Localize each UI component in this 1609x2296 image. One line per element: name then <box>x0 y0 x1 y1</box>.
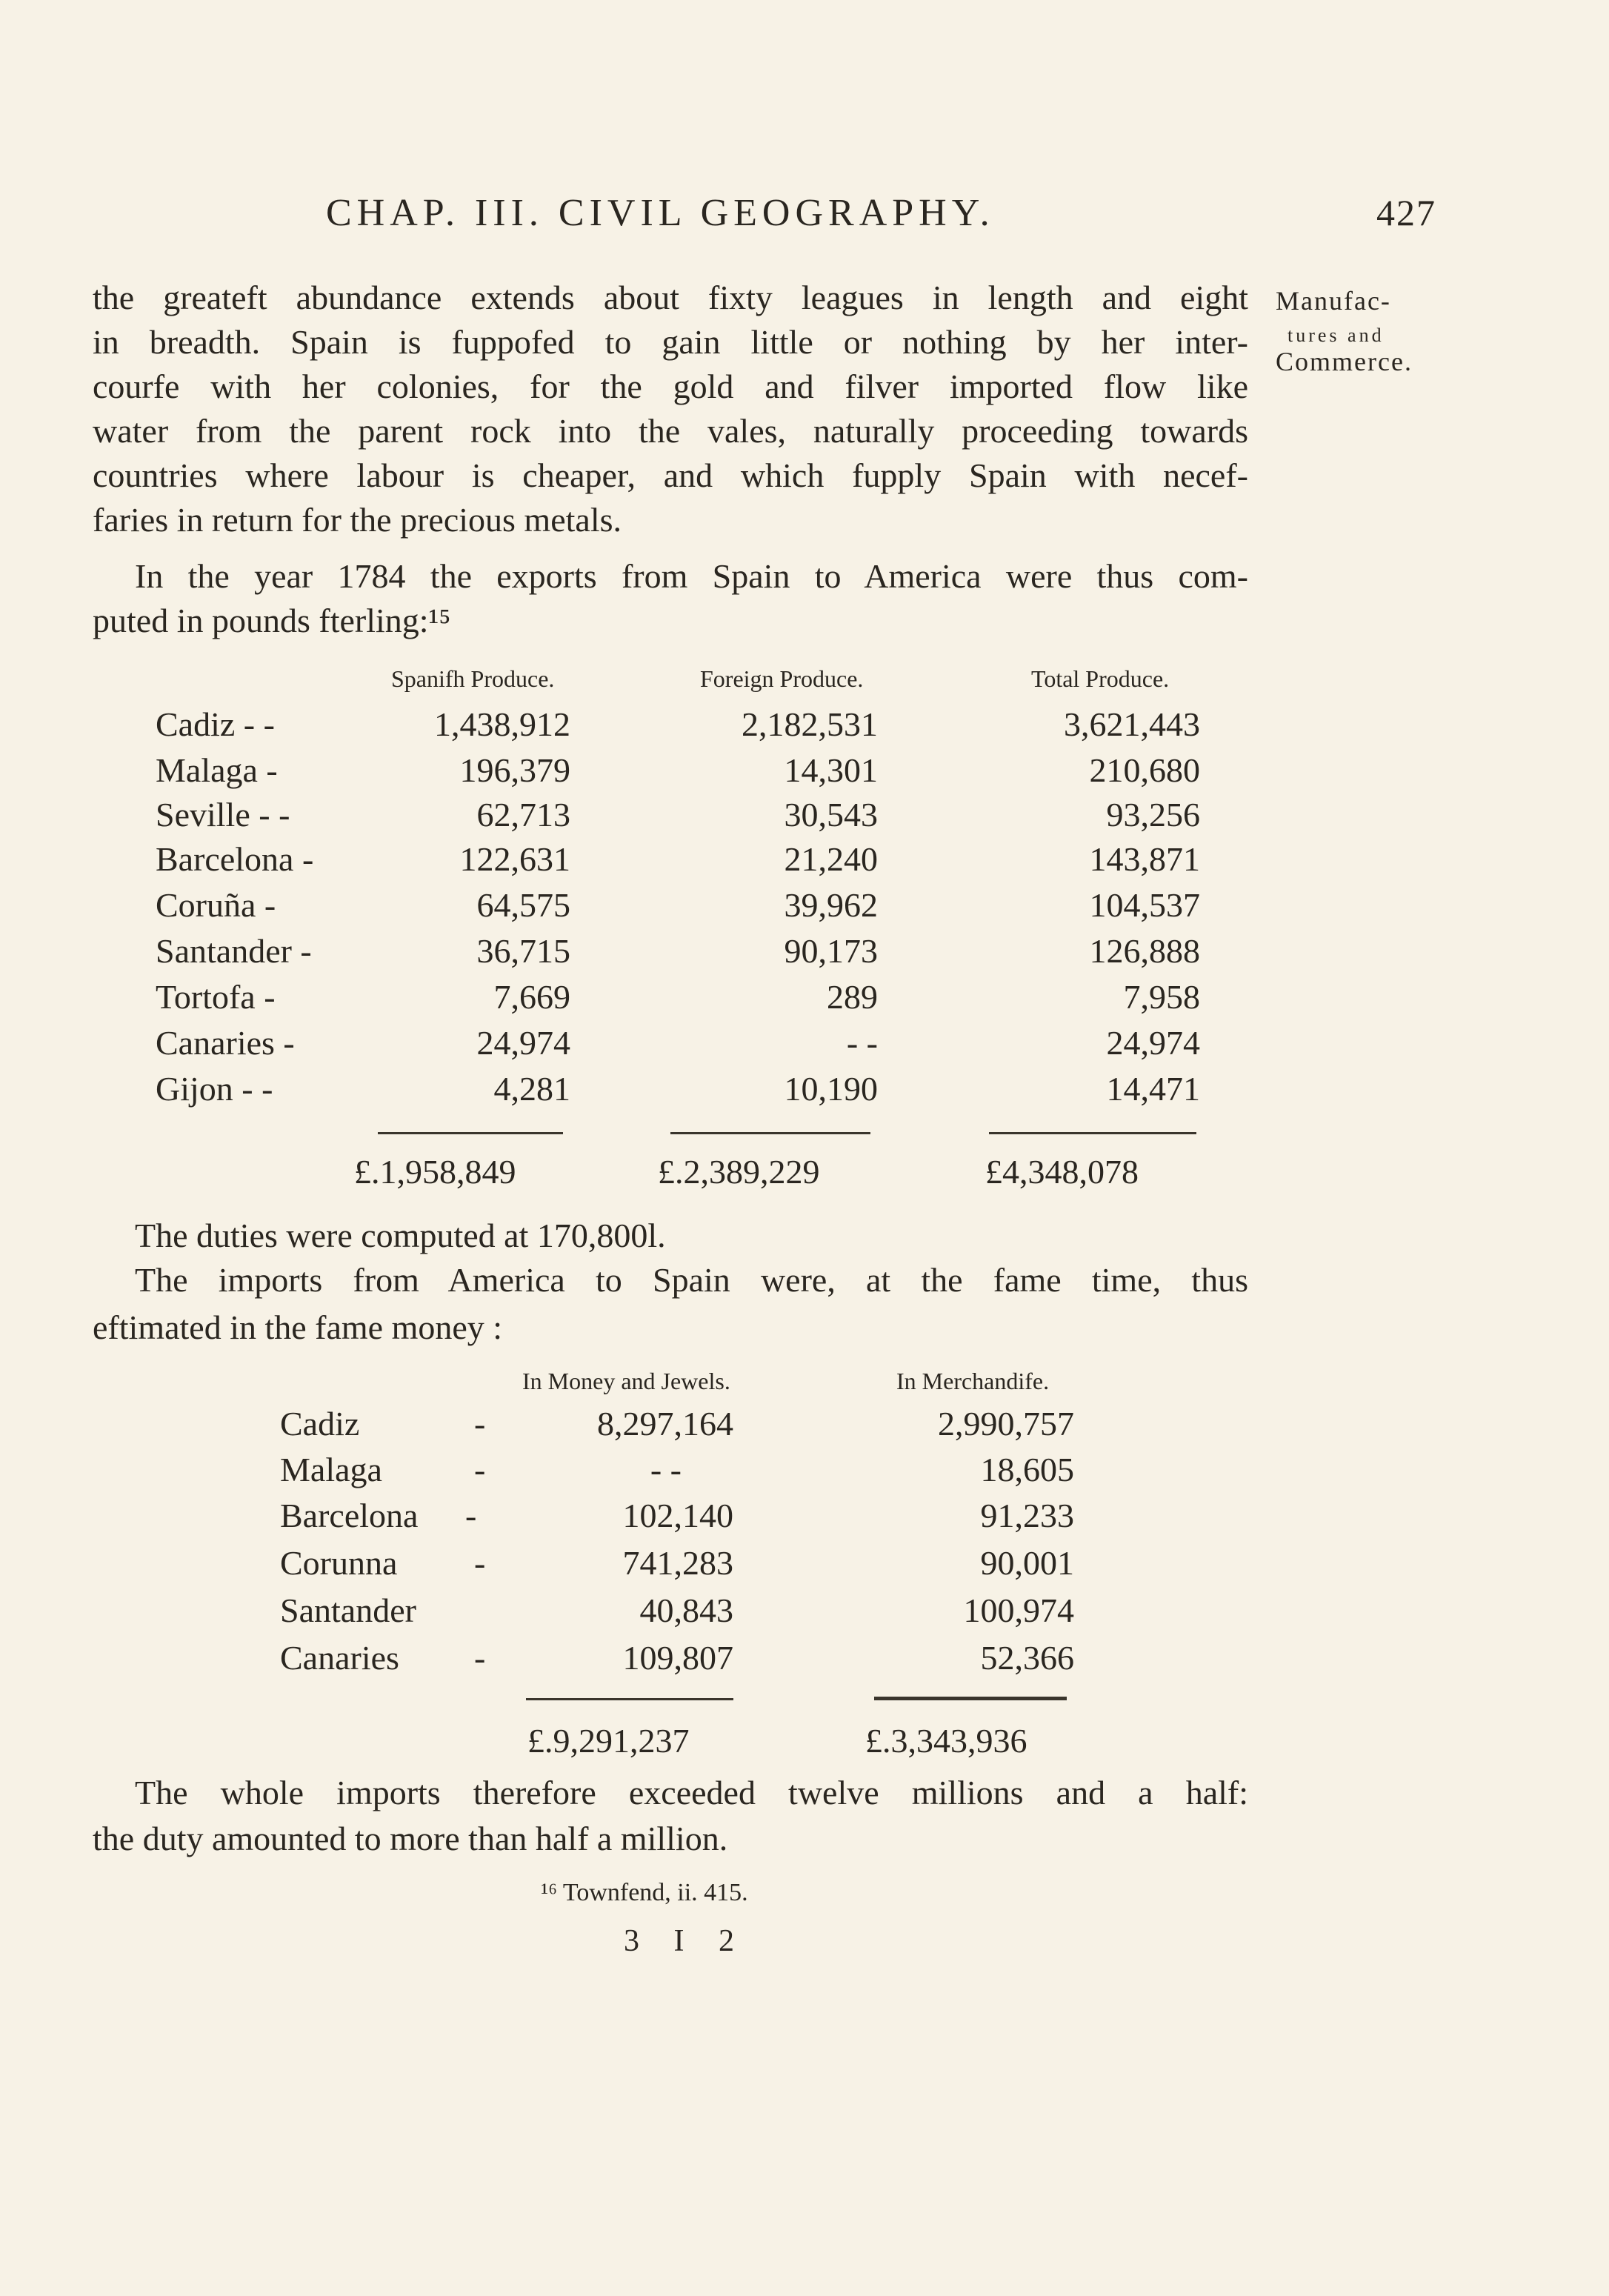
duties-line: The duties were computed at 170,800l. <box>135 1217 666 1254</box>
para1-line-4: water from the parent rock into the vales, naturally proceeding towards <box>93 412 1248 450</box>
footnote: ¹⁶ Townfend, ii. 415. <box>541 1879 748 1906</box>
para1-line-1: the greateft abundance extends about fixty leagues in length and eight <box>93 279 1248 316</box>
exports-total-total: £4,348,078 <box>985 1153 1139 1191</box>
exports-header-foreign: Foreign Produce. <box>700 665 864 692</box>
exports-row-place: Barcelona - <box>156 840 314 878</box>
running-header: CHAP. III. CIVIL GEOGRAPHY. <box>326 192 995 234</box>
exports-row-total: 3,621,443 <box>1064 705 1200 743</box>
exports-row-foreign: 14,301 <box>784 751 878 789</box>
exports-rule-foreign <box>670 1132 870 1134</box>
imports-row-place: Malaga <box>280 1451 382 1488</box>
imports-row-money: 741,283 <box>622 1544 733 1582</box>
exports-row-foreign: - - <box>846 1024 878 1062</box>
para2-line-2: puted in pounds fterling:¹⁵ <box>93 602 451 639</box>
imports-rule-money <box>526 1698 733 1700</box>
exports-row-spanish: 7,669 <box>493 978 570 1016</box>
exports-row-total: 143,871 <box>1089 840 1200 878</box>
imports-row-money: 109,807 <box>622 1639 733 1677</box>
para1-line-3: courfe with her colonies, for the gold and filver imported flow like <box>93 367 1248 405</box>
exports-row-foreign: 30,543 <box>784 796 878 833</box>
imports-row-dash: - <box>465 1497 477 1534</box>
exports-row-spanish: 122,631 <box>459 840 570 878</box>
exports-total-foreign: £.2,389,229 <box>658 1153 820 1191</box>
para1-line-2: in breadth. Spain is fuppofed to gain little or nothing by her inter- <box>93 323 1248 361</box>
exports-row-total: 14,471 <box>1106 1070 1200 1108</box>
exports-header-spanish: Spanifh Produce. <box>391 665 555 692</box>
side-note-line-1: Manufac- <box>1276 286 1391 316</box>
exports-row-total: 93,256 <box>1106 796 1200 833</box>
exports-rule-total <box>989 1132 1196 1134</box>
imports-rule-merch <box>874 1697 1067 1700</box>
exports-row-spanish: 24,974 <box>476 1024 570 1062</box>
imports-row-merch: 2,990,757 <box>938 1405 1074 1443</box>
imports-header-merch: In Merchandife. <box>896 1368 1050 1394</box>
side-note-line-2: tures and <box>1287 325 1385 346</box>
exports-rule-spanish <box>378 1132 563 1134</box>
exports-row-total: 104,537 <box>1089 886 1200 924</box>
exports-row-place: Gijon - - <box>156 1070 273 1108</box>
exports-row-place: Canaries - <box>156 1024 295 1062</box>
exports-row-place: Tortofa - <box>156 978 276 1016</box>
imports-total-money: £.9,291,237 <box>527 1722 690 1760</box>
para3-line-2: eftimated in the fame money : <box>93 1308 503 1346</box>
exports-row-total: 126,888 <box>1089 932 1200 970</box>
imports-row-merch: 52,366 <box>980 1639 1074 1677</box>
exports-row-place: Seville - - <box>156 796 290 833</box>
imports-row-money: 8,297,164 <box>597 1405 733 1443</box>
imports-row-dash: - <box>474 1544 486 1582</box>
exports-row-foreign: 289 <box>827 978 878 1016</box>
exports-row-total: 24,974 <box>1106 1024 1200 1062</box>
exports-row-foreign: 21,240 <box>784 840 878 878</box>
imports-row-merch: 100,974 <box>963 1591 1074 1629</box>
exports-row-place: Coruña - <box>156 886 276 924</box>
imports-total-merch: £.3,343,936 <box>865 1722 1027 1760</box>
imports-row-money: 40,843 <box>639 1591 733 1629</box>
side-note-line-3: Commerce. <box>1276 347 1413 376</box>
exports-row-foreign: 39,962 <box>784 886 878 924</box>
exports-total-spanish: £.1,958,849 <box>354 1153 516 1191</box>
imports-row-merch: 90,001 <box>980 1544 1074 1582</box>
imports-row-place: Canaries <box>280 1639 399 1677</box>
para2-line-1: In the year 1784 the exports from Spain to America were thus com- <box>135 557 1248 595</box>
exports-row-place: Santander - <box>156 932 312 970</box>
para4-line-1: The whole imports therefore exceeded twelve millions and a half: <box>135 1774 1248 1811</box>
imports-header-money: In Money and Jewels. <box>522 1368 730 1394</box>
imports-row-place: Barcelona <box>280 1497 419 1534</box>
imports-row-dash: - <box>474 1451 486 1488</box>
para3-line-1: The imports from America to Spain were, at the fame time, thus <box>135 1261 1248 1299</box>
exports-row-total: 7,958 <box>1123 978 1200 1016</box>
exports-row-spanish: 4,281 <box>493 1070 570 1108</box>
para1-line-5: countries where labour is cheaper, and which fupply Spain with necef- <box>93 456 1248 494</box>
imports-row-place: Corunna <box>280 1544 398 1582</box>
imports-row-merch: 91,233 <box>980 1497 1074 1534</box>
exports-row-spanish: 1,438,912 <box>434 705 570 743</box>
exports-row-foreign: 10,190 <box>784 1070 878 1108</box>
exports-row-place: Cadiz - - <box>156 705 275 743</box>
exports-row-foreign: 2,182,531 <box>742 705 878 743</box>
exports-row-spanish: 196,379 <box>459 751 570 789</box>
exports-row-foreign: 90,173 <box>784 932 878 970</box>
imports-row-money: - - <box>650 1451 682 1488</box>
imports-row-place: Cadiz <box>280 1405 360 1443</box>
imports-row-money: 102,140 <box>622 1497 733 1534</box>
exports-row-spanish: 36,715 <box>476 932 570 970</box>
imports-row-dash: - <box>474 1639 486 1677</box>
page-number: 427 <box>1376 192 1436 233</box>
exports-row-total: 210,680 <box>1089 751 1200 789</box>
exports-row-place: Malaga - <box>156 751 278 789</box>
para1-line-6: faries in return for the precious metals. <box>93 501 622 539</box>
imports-row-merch: 18,605 <box>980 1451 1074 1488</box>
signature-mark: 3 I 2 <box>624 1924 747 1958</box>
para4-line-2: the duty amounted to more than half a million. <box>93 1820 728 1857</box>
exports-header-total: Total Produce. <box>1031 665 1170 692</box>
exports-row-spanish: 64,575 <box>476 886 570 924</box>
imports-row-place: Santander <box>280 1591 416 1629</box>
exports-row-spanish: 62,713 <box>476 796 570 833</box>
imports-row-dash: - <box>474 1405 486 1443</box>
